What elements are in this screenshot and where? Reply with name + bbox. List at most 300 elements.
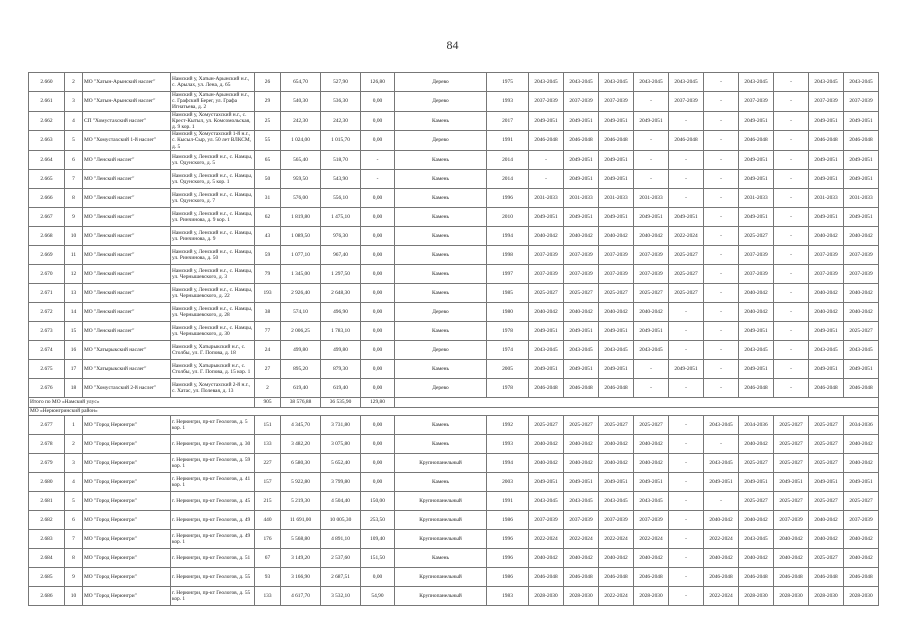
table-cell: 2037-2039 [634,510,669,529]
table-cell: 0,00 [361,359,395,378]
table-cell: - [704,150,739,169]
table-cell: - [774,340,809,359]
table-row [29,415,879,434]
table-cell: 518,70 [321,150,361,169]
table-cell: 2.664 [29,150,65,169]
table-cell: 2046-2048 [599,378,634,397]
table-cell: 2046-2048 [739,378,774,397]
table-cell: 14 [65,302,83,321]
table-cell: 2037-2039 [739,245,774,264]
table-cell: 11 691,00 [281,510,321,529]
table-cell: 2037-2039 [774,510,809,529]
table-cell: 2046-2048 [844,567,879,586]
table-cell: 1 [65,415,83,434]
table-cell: 2049-2051 [739,169,774,188]
table-row [29,169,879,188]
table-cell: МО "Город Нерюнгри" [83,453,171,472]
table-cell: МО "Город Нерюнгри" [83,434,171,453]
table-cell: 2049-2051 [704,472,739,491]
table-cell: Намский у, Ленский н.г., с. Намцы, ул. Чернышевского, д. 3 [171,264,255,283]
table-cell: 2043-2045 [599,491,634,510]
table-cell: 1996 [487,529,529,548]
table-cell: 10 [65,226,83,245]
table-cell: 2031-2033 [564,188,599,207]
table-cell: Камень [395,434,487,453]
table-cell: 2022-2024 [704,586,739,605]
table-cell: 2.665 [29,169,65,188]
total-label: Итого по МО «Намский улус» [29,397,255,407]
table-cell: 2025-2027 [774,434,809,453]
table-cell: МО "Ленский наслег" [83,188,171,207]
table-cell: 2.682 [29,510,65,529]
table-cell: - [634,378,669,397]
table-cell: 2017 [487,111,529,131]
table-cell: - [774,321,809,340]
table-cell: 4 617,70 [281,586,321,605]
table-cell: - [774,359,809,378]
table-cell: - [704,92,739,112]
table-cell: МО "Ленский наслег" [83,169,171,188]
table-cell: 2005 [487,359,529,378]
table-cell: 2031-2033 [739,188,774,207]
table-cell: 2025-2027 [809,415,844,434]
table-cell: 109,40 [361,529,395,548]
table-cell: 2046-2048 [564,131,599,151]
table-row [29,491,879,510]
table-cell: 2.685 [29,567,65,586]
table-cell: Намский у, Ленский н.г., с. Намцы, ул. Одунского, д. 7 [171,188,255,207]
page-number: 84 [446,38,459,52]
total-blank [395,397,879,407]
table-cell: 2040-2042 [599,226,634,245]
table-cell: 2.675 [29,359,65,378]
table-cell: 2037-2039 [599,264,634,283]
table-cell: МО "Город Нерюнгри" [83,415,171,434]
table-cell: 3 075,80 [321,434,361,453]
table-cell: 151 [255,415,281,434]
table-cell: МО "Ленский наслег" [83,207,171,226]
table-cell: 2040-2042 [809,226,844,245]
section-row [29,407,879,415]
table-cell: МО "Город Нерюнгри" [83,472,171,491]
table-cell: 0,00 [361,567,395,586]
table-cell: г. Нерюнгри, пр-кт Геологов, д. 59 кор. 1 [171,453,255,472]
table-cell: 38 [255,302,281,321]
table-cell: 2040-2042 [599,453,634,472]
table-cell: 2025-2027 [669,283,704,302]
table-cell: 2049-2051 [564,169,599,188]
table-cell: 2025-2027 [844,321,879,340]
table-cell: - [704,302,739,321]
table-cell: Камень [395,111,487,131]
table-cell: 16 [65,340,83,359]
table-cell: 65 [255,150,281,169]
table-cell: - [669,434,704,453]
table-cell: 2.669 [29,245,65,264]
table-cell: 242,30 [321,111,361,131]
table-cell: 3 731,80 [321,415,361,434]
table-cell: 2037-2039 [669,92,704,112]
table-cell: - [774,207,809,226]
table-cell: 976,30 [321,226,361,245]
table-cell: - [361,150,395,169]
table-cell: Намский у, Хомустахский 2-й н.г., с. Хатас, ул. Полевая, д. 13 [171,378,255,397]
table-cell: Камень [395,548,487,567]
table-cell: 2037-2039 [844,92,879,112]
table-cell: 2037-2039 [739,264,774,283]
table-cell: 879,30 [321,359,361,378]
table-cell: 2037-2039 [634,245,669,264]
table-cell: 54,90 [361,586,395,605]
table-cell: Дерево [395,378,487,397]
table-cell: 2.684 [29,548,65,567]
table-cell: 2.672 [29,302,65,321]
table-cell: 2 [255,378,281,397]
table-cell: 3 532,10 [321,586,361,605]
table-cell: 2037-2039 [844,264,879,283]
table-cell: 17 [65,359,83,378]
table-row [29,586,879,605]
table-cell: 6 [65,150,83,169]
table-cell: 2040-2042 [844,529,879,548]
table-cell: г. Нерюнгри, пр-кт Геологов, д. 30 [171,434,255,453]
housing-register-table [28,72,879,606]
table-cell: 2040-2042 [634,302,669,321]
table-cell: 77 [255,321,281,340]
table-cell: 126,80 [361,73,395,92]
table-cell: МО "Город Нерюнгри" [83,510,171,529]
table-cell: 2037-2039 [809,264,844,283]
table-cell: 2025-2027 [634,283,669,302]
table-cell: 2049-2051 [599,359,634,378]
table-cell: Дерево [395,131,487,151]
table-cell: 2037-2039 [844,245,879,264]
table-cell: 2043-2045 [739,340,774,359]
table-cell: 2 687,51 [321,567,361,586]
table-cell: 2028-2030 [564,586,599,605]
table-cell: 2037-2039 [809,92,844,112]
table-cell: 2049-2051 [739,359,774,378]
table-cell: 3 149,20 [281,548,321,567]
table-row [29,111,879,131]
table-cell: - [669,340,704,359]
table-cell: 10 [65,586,83,605]
table-cell: Намский у, Ленский н.г., с. Намцы, ул. Чернышевского, д. 22 [171,283,255,302]
table-row [29,245,879,264]
table-cell: 5 922,80 [281,472,321,491]
table-cell: 2040-2042 [844,548,879,567]
table-cell: 0,00 [361,207,395,226]
table-cell: 2049-2051 [564,150,599,169]
table-cell: 0,00 [361,378,395,397]
table-cell: 2049-2051 [599,150,634,169]
table-cell: 193 [255,283,281,302]
table-cell: 2028-2030 [739,586,774,605]
table-cell: - [774,264,809,283]
table-cell: 1996 [487,548,529,567]
table-cell: 2025-2027 [599,283,634,302]
table-cell: 2043-2045 [844,340,879,359]
table-cell: 26 [255,73,281,92]
table-cell: 2046-2048 [564,378,599,397]
table-cell: 2040-2042 [599,548,634,567]
table-cell: Камень [395,188,487,207]
table-cell: 499,80 [321,340,361,359]
table-cell: 2025-2027 [669,245,704,264]
table-cell: Крупнопанельный [395,586,487,605]
table-cell: 2010 [487,207,529,226]
table-cell: 895,20 [281,359,321,378]
table-cell: 2049-2051 [599,472,634,491]
table-cell: 967,40 [321,245,361,264]
table-cell: 151,50 [361,548,395,567]
table-cell: Камень [395,359,487,378]
table-cell: 1994 [487,453,529,472]
table-cell: 2040-2042 [634,434,669,453]
table-cell: 2049-2051 [529,472,564,491]
table-cell: 5 568,80 [281,529,321,548]
table-cell: 2040-2042 [739,548,774,567]
table-cell: 1978 [487,378,529,397]
table-cell: 2.679 [29,453,65,472]
table-cell: Крупнопанельный [395,453,487,472]
table-cell: МО "Ленский наслег" [83,302,171,321]
table-cell: 2034-2036 [844,415,879,434]
table-cell: 2040-2042 [844,283,879,302]
table-row [29,359,879,378]
table-cell: 2.667 [29,207,65,226]
table-cell: 2040-2042 [704,548,739,567]
table-cell: 2025-2027 [739,226,774,245]
table-cell: 79 [255,264,281,283]
table-cell: 2040-2042 [844,302,879,321]
table-cell: - [669,548,704,567]
table-cell: 2.663 [29,131,65,151]
table-cell: Камень [395,207,487,226]
table-cell: г. Нерюнгри, пр-кт Геологов, д. 49 кор. 1 [171,529,255,548]
table-cell: 59 [255,245,281,264]
table-cell: 2049-2051 [529,207,564,226]
table-cell: 2046-2048 [564,567,599,586]
table-cell: - [704,169,739,188]
table-cell: 2037-2039 [529,510,564,529]
table-cell: - [774,131,809,151]
table-cell: 2040-2042 [739,302,774,321]
table-cell: 1980 [487,302,529,321]
table-cell: 2025-2027 [774,491,809,510]
table-cell: 2040-2042 [634,453,669,472]
table-cell: 2040-2042 [634,548,669,567]
table-cell: 2025-2027 [634,415,669,434]
table-cell: - [774,150,809,169]
table-cell: 25 [255,111,281,131]
table-cell: 2 537,60 [321,548,361,567]
table-cell: 2046-2048 [529,567,564,586]
table-cell: 2 006,25 [281,321,321,340]
table-cell: 2046-2048 [739,567,774,586]
table-cell: 2025-2027 [809,548,844,567]
table-cell: 2049-2051 [634,111,669,131]
table-cell: 1985 [487,283,529,302]
table-cell: 2040-2042 [529,226,564,245]
table-cell: 2031-2033 [844,188,879,207]
table-cell: Камень [395,283,487,302]
table-cell: 3 [65,453,83,472]
table-cell: 12 [65,264,83,283]
table-cell: Намский у, Хатырыкский н.г., с. Столбы, ул. Г. Попова, д. 18 [171,340,255,359]
table-cell: 2040-2042 [564,226,599,245]
table-cell: 2.676 [29,378,65,397]
table-row [29,92,879,112]
table-cell: Камень [395,472,487,491]
table-cell: 3 799,80 [321,472,361,491]
table-cell: 24 [255,340,281,359]
table-cell: 2043-2045 [634,340,669,359]
table-cell: 2022-2024 [669,226,704,245]
table-cell: 2049-2051 [564,472,599,491]
table-cell: 11 [65,245,83,264]
table-cell: - [529,150,564,169]
table-cell: 2025-2027 [809,434,844,453]
table-cell: 227 [255,453,281,472]
table-cell: 2049-2051 [529,359,564,378]
table-cell: - [634,359,669,378]
table-cell: 3 166,90 [281,567,321,586]
table-cell: 1975 [487,73,529,92]
table-cell: 2014 [487,169,529,188]
table-cell: 2022-2024 [599,586,634,605]
table-cell: 2.662 [29,111,65,131]
table-cell: 2037-2039 [634,264,669,283]
total-cell: 129,80 [361,397,395,407]
table-cell: 565,40 [281,150,321,169]
table-cell: - [669,302,704,321]
table-cell: 215 [255,491,281,510]
table-cell: 2049-2051 [634,321,669,340]
table-cell: 2043-2045 [634,491,669,510]
table-cell: 7 [65,529,83,548]
table-cell: 4 891,10 [321,529,361,548]
table-cell: 2025-2027 [564,283,599,302]
table-row [29,548,879,567]
table-cell: 1997 [487,264,529,283]
table-cell: 0,00 [361,245,395,264]
table-cell: 2037-2039 [599,245,634,264]
table-cell: 2025-2027 [809,453,844,472]
table-cell: Дерево [395,302,487,321]
table-row [29,73,879,92]
table-cell: Намский у, Ленский н.г., с. Намцы, ул. Ринчинова, д. 9 [171,226,255,245]
table-cell: 0,00 [361,453,395,472]
table-cell: - [529,169,564,188]
table-cell: 2049-2051 [669,207,704,226]
table-cell: 62 [255,207,281,226]
table-cell: 2.674 [29,340,65,359]
table-cell: - [704,73,739,92]
table-cell: 2028-2030 [634,586,669,605]
table-cell: 2043-2045 [529,73,564,92]
table-cell: 2037-2039 [564,92,599,112]
table-cell: Намский у, Хатын-Арынский н.г., с. Арылах, ул. Лена, д. 65 [171,73,255,92]
table-cell: - [774,226,809,245]
table-cell: - [774,378,809,397]
table-cell: 1974 [487,340,529,359]
table-cell: 1 015,70 [321,131,361,151]
table-cell: 2046-2048 [669,131,704,151]
table-cell: Крупнопанельный [395,567,487,586]
table-cell: г. Нерюнгри, пр-кт Геологов, д. 51 [171,548,255,567]
table-row [29,529,879,548]
total-cell: 905 [255,397,281,407]
table-cell: 2049-2051 [529,111,564,131]
table-cell: 4 504,40 [321,491,361,510]
table-cell: 1 819,80 [281,207,321,226]
table-cell: 1 297,50 [321,264,361,283]
table-row [29,283,879,302]
table-cell: - [774,188,809,207]
table-cell: - [774,73,809,92]
table-cell: Намский у, Хатырыкский н.г., с. Столбы, ул. Г. Попова, д. 15 кор. 1 [171,359,255,378]
table-cell: 2043-2045 [529,491,564,510]
table-cell: 1 475,10 [321,207,361,226]
table-cell: - [634,131,669,151]
table-row [29,226,879,245]
table-cell: 2046-2048 [844,378,879,397]
table-cell: 93 [255,567,281,586]
table-cell: 496,90 [321,302,361,321]
table-cell: МО "Хатырыкский наслег" [83,340,171,359]
table-cell: 133 [255,586,281,605]
table-cell: 2046-2048 [774,567,809,586]
table-cell: МО "Ленский наслег" [83,150,171,169]
table-cell: 2040-2042 [564,434,599,453]
table-cell: - [634,169,669,188]
table-row [29,378,879,397]
table-cell: Намский у, Ленский н.г., с. Намцы, ул. Чернышевского, д. 30 [171,321,255,340]
table-cell: г. Нерюнгри, пр-кт Геологов, д. 55 [171,567,255,586]
table-cell: 2034-2036 [739,415,774,434]
table-cell: 2040-2042 [529,434,564,453]
table-cell: 6 580,30 [281,453,321,472]
table-cell: 2040-2042 [809,283,844,302]
table-cell: 2040-2042 [564,548,599,567]
table-cell: 13 [65,283,83,302]
table-cell: 2043-2045 [634,73,669,92]
table-cell: 2025-2027 [739,491,774,510]
table-cell: 2049-2051 [669,359,704,378]
table-cell: 1 783,10 [321,321,361,340]
table-cell: 2049-2051 [844,472,879,491]
table-cell: 2031-2033 [634,188,669,207]
table-cell: 619,40 [321,378,361,397]
table-row [29,340,879,359]
table-cell: 3 [65,92,83,112]
table-cell: 2049-2051 [809,321,844,340]
total-row [29,397,879,407]
table-cell: - [669,150,704,169]
table-cell: МО "Хомустахский 1-й наслег" [83,131,171,151]
table-cell: 2049-2051 [564,111,599,131]
table-cell: - [669,453,704,472]
table-cell: 556,10 [321,188,361,207]
table-cell: 2043-2045 [739,529,774,548]
table-cell: 2043-2045 [704,453,739,472]
table-cell: 0,00 [361,92,395,112]
table-cell: 2031-2033 [599,188,634,207]
table-cell: - [704,264,739,283]
table-cell: Намский у, Хомустахский 1-й н.г., с. Кысыл-Сыр, ул. 50 лет ВЛКСМ, д. 5 [171,131,255,151]
table-cell: 2049-2051 [844,111,879,131]
